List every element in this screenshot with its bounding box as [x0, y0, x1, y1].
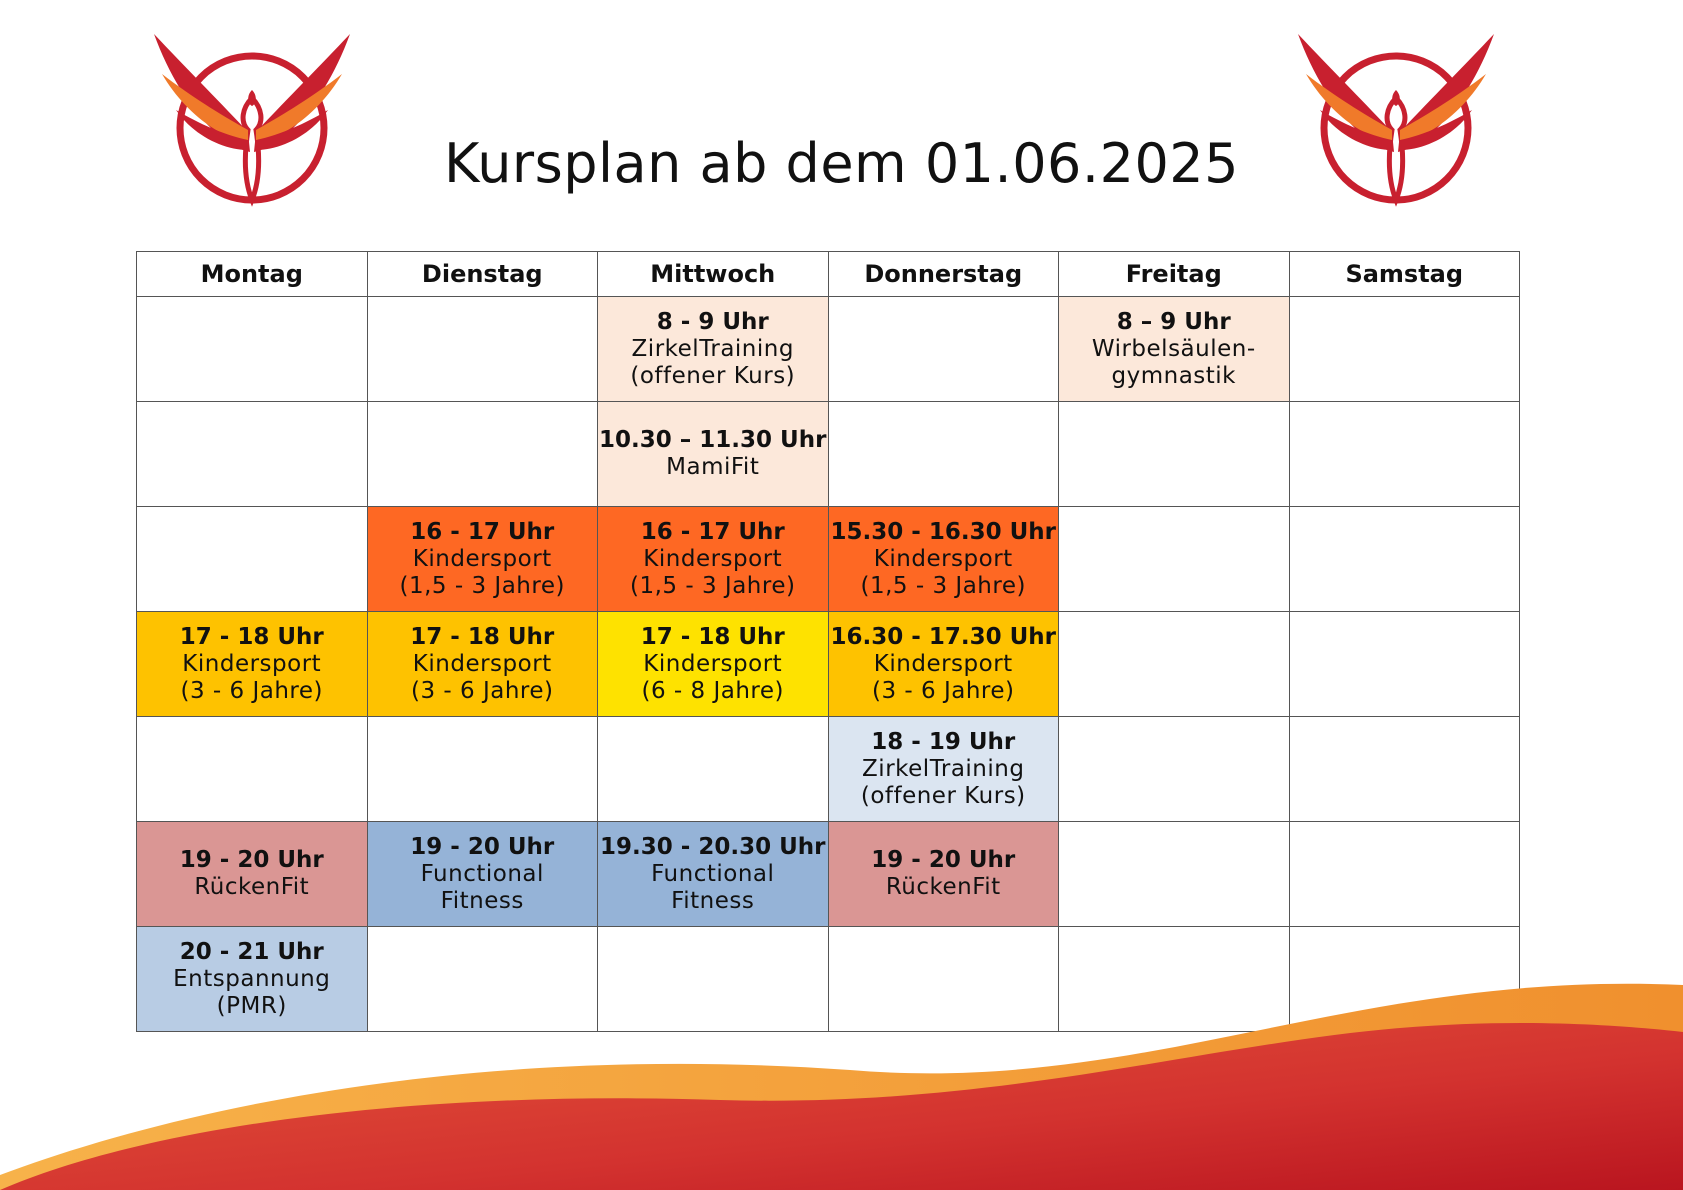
course-label: Kindersport [873, 650, 1013, 677]
phoenix-logo-left [148, 30, 368, 225]
course-label: Functional [651, 860, 775, 887]
table-row [137, 402, 1520, 507]
course-cell [137, 612, 368, 717]
course-label: Kindersport [873, 545, 1013, 572]
course-cell [367, 822, 598, 927]
empty-cell [1059, 402, 1290, 507]
table-row [137, 717, 1520, 822]
header-row [137, 252, 1520, 297]
course-cell [367, 507, 598, 612]
empty-cell [1059, 822, 1290, 927]
course-cell [598, 822, 829, 927]
course-time: 10.30 – 11.30 Uhr [599, 427, 827, 453]
schedule-body [137, 297, 1520, 1032]
table-row [137, 822, 1520, 927]
day-header: Freitag [1059, 252, 1290, 297]
course-time: 19 - 20 Uhr [871, 847, 1016, 873]
course-time: 19 - 20 Uhr [179, 847, 324, 873]
course-label: (1,5 - 3 Jahre) [630, 572, 796, 599]
course-time: 8 - 9 Uhr [656, 308, 769, 335]
table-row [137, 507, 1520, 612]
empty-cell [828, 297, 1059, 402]
empty-cell [1289, 297, 1520, 402]
empty-cell [1289, 822, 1520, 927]
empty-cell [137, 402, 368, 507]
empty-cell [137, 717, 368, 822]
course-cell [828, 507, 1059, 612]
course-label: RückenFit [885, 874, 1001, 900]
course-time: 8 – 9 Uhr [1116, 308, 1231, 335]
course-time: 19 - 20 Uhr [410, 833, 555, 860]
empty-cell [137, 507, 368, 612]
table-row [137, 297, 1520, 402]
course-cell [828, 612, 1059, 717]
course-time: 16.30 - 17.30 Uhr [830, 623, 1056, 650]
course-label: Functional [420, 860, 544, 887]
course-label: Kindersport [412, 545, 552, 572]
course-time: 19.30 - 20.30 Uhr [600, 833, 826, 860]
day-header: Donnerstag [828, 252, 1059, 297]
course-time: 16 - 17 Uhr [410, 518, 555, 545]
empty-cell [828, 402, 1059, 507]
empty-cell [367, 402, 598, 507]
course-label: Kindersport [643, 545, 783, 572]
course-time: 15.30 - 16.30 Uhr [830, 518, 1056, 545]
empty-cell [1059, 717, 1290, 822]
course-time: 17 - 18 Uhr [410, 623, 555, 650]
empty-cell [137, 297, 368, 402]
empty-cell [1059, 612, 1290, 717]
course-label: Kindersport [182, 650, 322, 677]
empty-cell [1289, 612, 1520, 717]
course-cell [1059, 297, 1290, 402]
day-header: Dienstag [367, 252, 598, 297]
course-label: Wirbelsäulen- [1091, 335, 1256, 362]
course-time: 17 - 18 Uhr [179, 623, 324, 650]
course-time: 18 - 19 Uhr [871, 728, 1016, 755]
course-label: MamiFit [666, 454, 760, 480]
course-label: (6 - 8 Jahre) [641, 677, 784, 704]
empty-cell [1059, 507, 1290, 612]
course-label: Entspannung [173, 965, 331, 992]
empty-cell [367, 717, 598, 822]
course-label: (3 - 6 Jahre) [871, 677, 1015, 704]
day-header: Mittwoch [598, 252, 829, 297]
course-label: RückenFit [194, 874, 310, 900]
empty-cell [598, 717, 829, 822]
course-cell [828, 717, 1059, 822]
course-time: 17 - 18 Uhr [640, 623, 785, 650]
empty-cell [1289, 717, 1520, 822]
course-cell [598, 402, 829, 507]
course-cell [137, 822, 368, 927]
course-label: Fitness [440, 887, 524, 914]
course-cell [598, 507, 829, 612]
decorative-waves [0, 950, 1683, 1190]
course-label: ZirkelTraining [862, 755, 1025, 782]
course-label: gymnastik [1111, 362, 1236, 389]
table-row [137, 612, 1520, 717]
course-cell [598, 612, 829, 717]
course-label: (3 - 6 Jahre) [180, 677, 323, 704]
course-label: (PMR) [216, 992, 287, 1019]
course-time: 16 - 17 Uhr [640, 518, 785, 545]
course-cell [598, 297, 829, 402]
course-label: (offener Kurs) [630, 362, 796, 389]
course-cell [828, 822, 1059, 927]
empty-cell [367, 297, 598, 402]
course-label: (1,5 - 3 Jahre) [860, 572, 1026, 599]
page-title: Kursplan ab dem 01.06.2025 [443, 132, 1240, 195]
course-label: Kindersport [643, 650, 783, 677]
day-header: Samstag [1289, 252, 1520, 297]
empty-cell [1289, 402, 1520, 507]
course-time: 20 - 21 Uhr [179, 938, 324, 965]
day-header: Montag [137, 252, 368, 297]
phoenix-logo-right [1292, 30, 1512, 225]
course-label: Fitness [671, 887, 755, 914]
course-label: Kindersport [412, 650, 552, 677]
course-cell [367, 612, 598, 717]
course-schedule-table [136, 251, 1520, 1032]
course-label: (1,5 - 3 Jahre) [399, 572, 565, 599]
course-label: (offener Kurs) [860, 782, 1026, 809]
course-label: ZirkelTraining [631, 335, 794, 362]
course-label: (3 - 6 Jahre) [410, 677, 554, 704]
empty-cell [1289, 507, 1520, 612]
